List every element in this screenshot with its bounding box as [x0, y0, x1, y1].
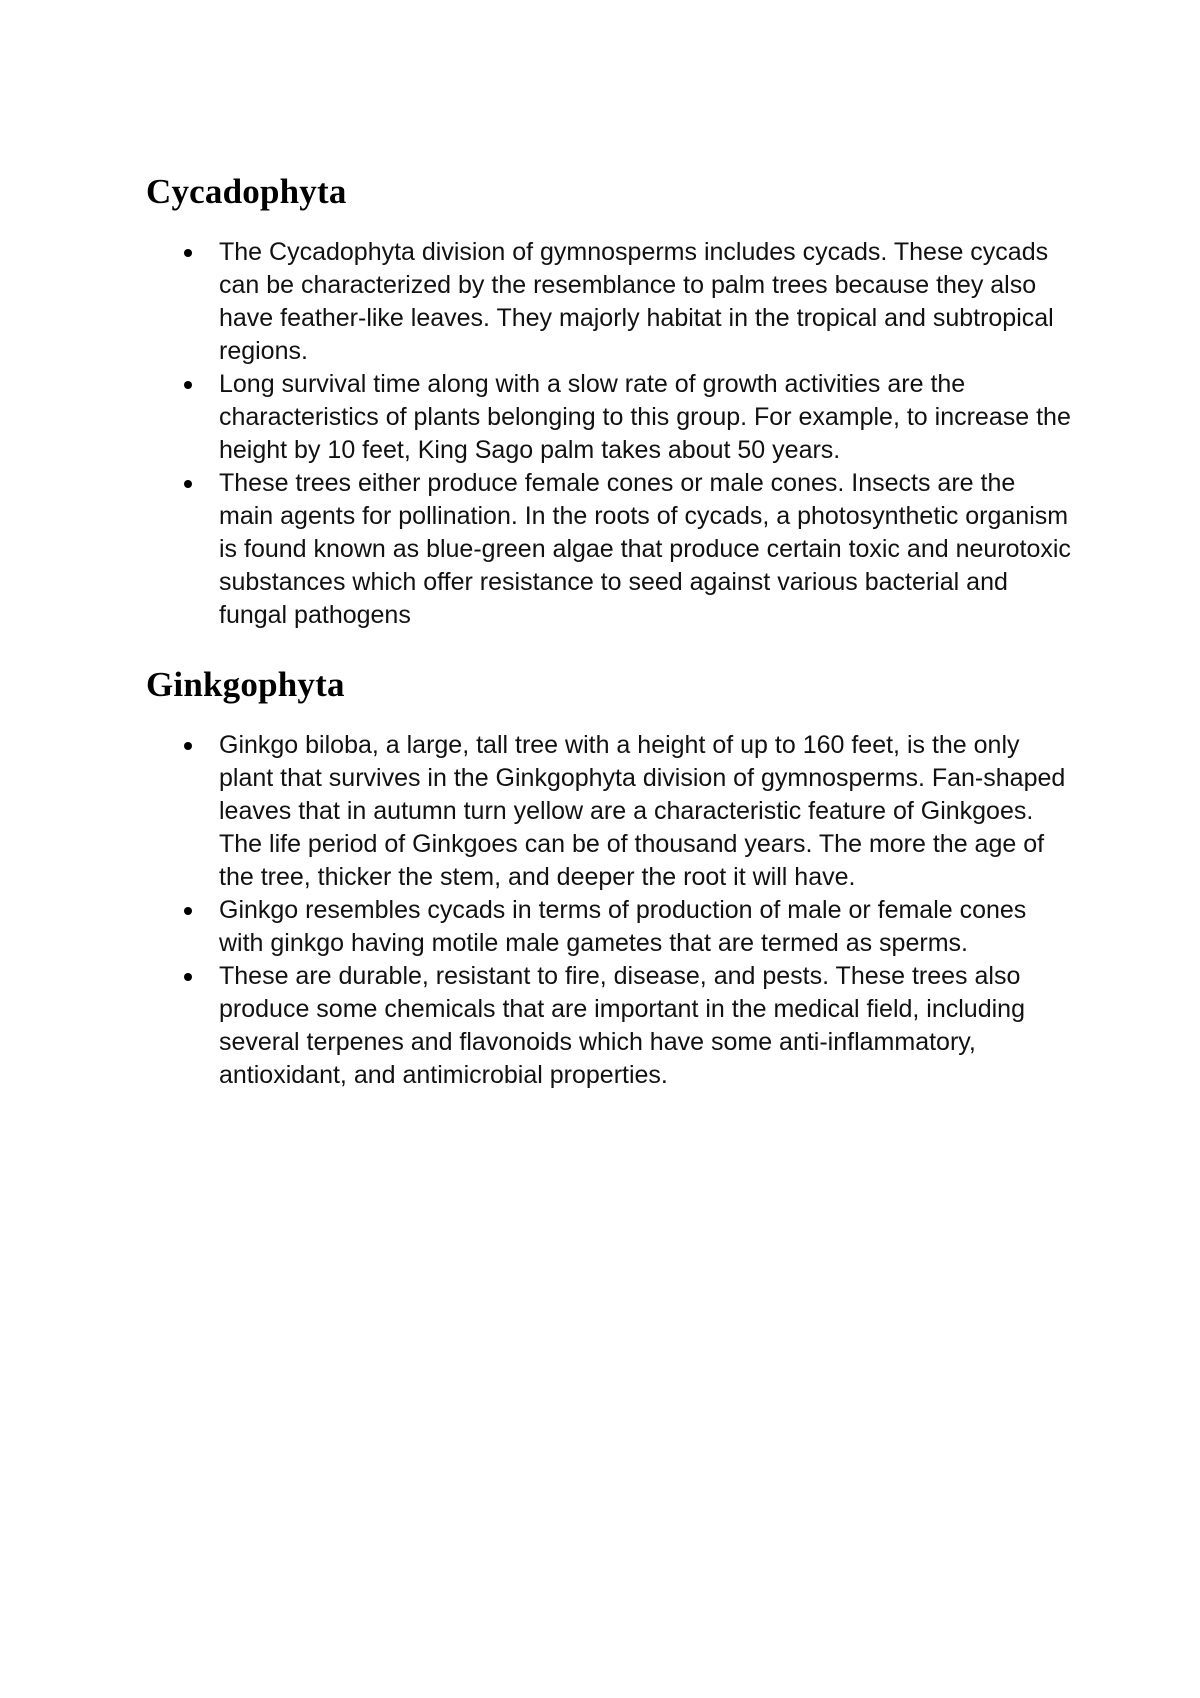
bullet-icon	[184, 480, 192, 488]
bullet-list	[146, 236, 1076, 632]
section-cycadophyta	[146, 172, 1076, 632]
list-item	[146, 236, 1076, 368]
bullet-text: These trees either produce female cones or male cones. Insects are the main agents for pollination. In the roots of cycads, a photosynthetic organism is found known as blue-green algae that produce certain toxic and neurotoxic substances which offer resistance to seed against various bacterial and fungal pathogens	[219, 469, 1071, 629]
bullet-text: These are durable, resistant to fire, disease, and pests. These trees also produce some chemicals that are important in the medical field, including several terpenes and flavonoids which have some anti-inflammatory, antioxidant, and antimicrobial properties.	[219, 962, 1025, 1089]
list-item	[146, 894, 1076, 960]
section-heading: Ginkgophyta	[146, 665, 345, 704]
section-ginkgophyta	[146, 665, 1076, 1092]
bullet-text: Ginkgo resembles cycads in terms of production of male or female cones with ginkgo having motile male gametes that are termed as sperms.	[219, 896, 1027, 957]
bullet-text: The Cycadophyta division of gymnosperms includes cycads. These cycads can be characterized by the resemblance to palm trees because they also have feather-like leaves. They majorly habitat in the tropical and subtropical regions.	[219, 238, 1054, 365]
bullet-icon	[184, 907, 192, 915]
list-item	[146, 467, 1076, 632]
bullet-text: Ginkgo biloba, a large, tall tree with a height of up to 160 feet, is the only plant that survives in the Ginkgophyta division of gymnosperms. Fan-shaped leaves that in autumn turn yellow are a characteristic feature of Ginkgoes. The life period of Ginkgoes can be of thousand years. The more the age of the tree, thicker the stem, and deeper the root it will have.	[219, 731, 1066, 891]
bullet-icon	[184, 381, 192, 389]
list-item	[146, 729, 1076, 894]
bullet-text: Long survival time along with a slow rate of growth activities are the characteristics of plants belonging to this group. For example, to increase the height by 10 feet, King Sago palm takes about 50 years.	[219, 370, 1071, 464]
list-item	[146, 368, 1076, 467]
bullet-icon	[184, 973, 192, 981]
bullet-icon	[184, 742, 192, 750]
list-item	[146, 960, 1076, 1092]
section-heading: Cycadophyta	[146, 172, 347, 211]
bullet-list	[146, 729, 1076, 1092]
bullet-icon	[184, 249, 192, 257]
